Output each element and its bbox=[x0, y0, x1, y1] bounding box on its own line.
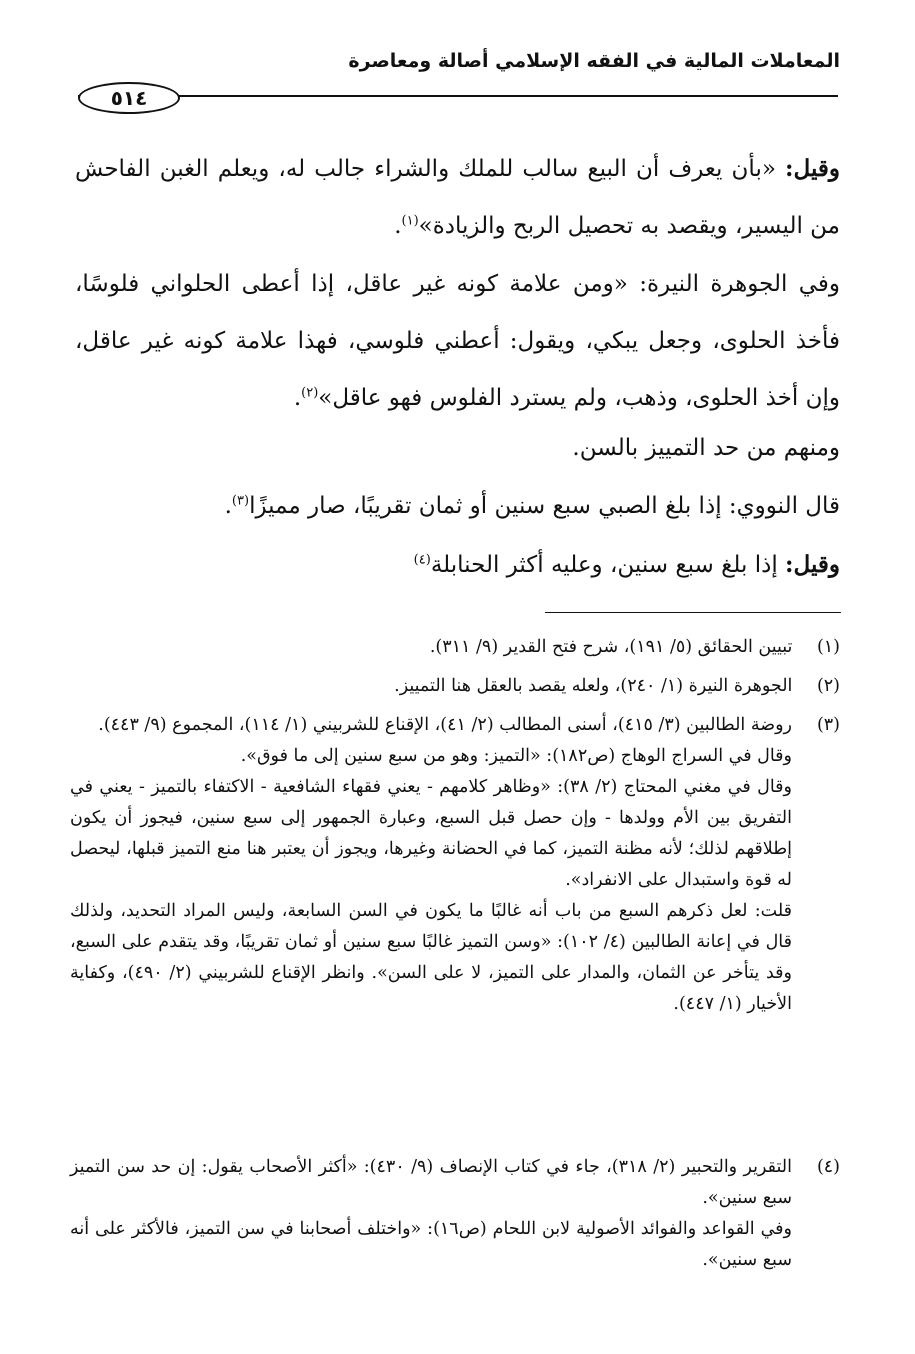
footnote-3-note-siraj: وقال في السراج الوهاج (ص١٨٢): «التميز: وهو من سبع سنين إلى ما فوق». bbox=[240, 746, 792, 766]
footnote-3-note-mughni: وقال في مغني المحتاج (٢/ ٣٨): «وظاهر كلامهم - يعني فقهاء الشافعية - الاكتفاء بالتميز - يعني في التفريق بين الأم وولدها - وإن حصل قبل السبع، وعبارة الجمهور إلى سبع سنين، فيجوز أن يكون إطلاقهم لذلك؛ لأنه مظنة التميز، كما في الحضانة وغيرها، ويجوز أن يعتبر هنا منع التميز قبلها، ليحصل له قوة واستبدال على الانفراد». bbox=[70, 777, 792, 890]
running-header-title: المعاملات المالية في الفقه الإسلامي أصالة ومعاصرة bbox=[348, 50, 840, 72]
footnote-4-text: التقرير والتحبير (٢/ ٣١٨)، جاء في كتاب الإنصاف (٩/ ٤٣٠): «أكثر الأصحاب يقول: إن حد سن التميز سبع سنين». bbox=[70, 1157, 792, 1208]
footnote-2-text: الجوهرة النيرة (١/ ٢٤٠)، ولعله يقصد بالعقل هنا التمييز. bbox=[394, 676, 793, 696]
header-rule bbox=[78, 95, 838, 97]
footnote-separator bbox=[545, 612, 841, 613]
footnote-2-number: (٢) bbox=[816, 676, 840, 696]
paragraph-1-text: «بأن يعرف أن البيع سالب للملك والشراء جالب له، ويعلم الغبن الفاحش من اليسير، ويقصد به تحصيل الربح والزيادة» bbox=[75, 156, 840, 239]
paragraph-2-end: . bbox=[293, 385, 302, 411]
paragraph-1-end: . bbox=[394, 213, 402, 239]
footnote-ref-3[interactable]: (٣) bbox=[231, 493, 250, 509]
footnote-3-number: (٣) bbox=[816, 715, 840, 735]
paragraph-1-lead: وقيل: bbox=[785, 155, 840, 182]
footnote-2 bbox=[70, 671, 840, 702]
footnote-1-text: تبيين الحقائق (٥/ ١٩١)، شرح فتح القدير (٩/ ٣١١). bbox=[429, 637, 793, 657]
footnote-ref-2[interactable]: (٢) bbox=[301, 385, 319, 401]
page-number: ٥١٤ bbox=[78, 82, 180, 114]
paragraph-3: ومنهم من حد التمييز بالسن. bbox=[572, 435, 840, 461]
footnote-4-note-qawaid: وفي القواعد والفوائد الأصولية لابن اللحام (ص١٦): «واختلف أصحابنا في سن التميز، فالأكثر على أنه سبع سنين». bbox=[70, 1219, 792, 1270]
footnote-3 bbox=[70, 710, 840, 1020]
footnote-4-number: (٤) bbox=[816, 1157, 840, 1177]
paragraph-5-text: إذا بلغ سبع سنين، وعليه أكثر الحنابلة bbox=[430, 552, 786, 578]
paragraph-4-end: . bbox=[224, 493, 232, 519]
footnote-ref-1[interactable]: (١) bbox=[401, 213, 419, 229]
footnote-3-note-comment: قلت: لعل ذكرهم السبع من باب أنه غالبًا ما يكون في السن السابعة، وليس المراد التحديد، ولذلك قال في إعانة الطالبين (٤/ ١٠٢): «وسن التميز غالبًا سبع سنين أو ثمان تقريبًا، وقد يتقدم على السبع، وقد يتأخر عن الثمان، والمدار على التميز، لا على السن». وانظر الإقناع للشربيني (٢/ ٤٩٠)، وكفاية الأخيار (١/ ٤٤٧). bbox=[70, 901, 792, 1014]
paragraph-1 bbox=[75, 140, 840, 255]
footnote-1-number: (١) bbox=[816, 637, 840, 657]
paragraph-2-text: وفي الجوهرة النيرة: «ومن علامة كونه غير عاقل، إذا أعطى الحلواني فلوسًا، فأخذ الحلوى، وجعل يبكي، ويقول: أعطني فلوسي، فهذا علامة كونه غير عاقل، وإن أخذ الحلوى، وذهب، ولم يسترد الفلوس فهو عاقل» bbox=[75, 271, 840, 411]
paragraph-4 bbox=[75, 478, 840, 535]
footnote-1 bbox=[70, 632, 840, 663]
paragraph-4-text: قال النووي: إذا بلغ الصبي سبع سنين أو ثمان تقريبًا، صار مميزًا bbox=[249, 493, 840, 519]
paragraph-2 bbox=[75, 256, 840, 427]
paragraph-5 bbox=[75, 536, 840, 594]
footnote-4 bbox=[70, 1152, 840, 1276]
paragraph-5-lead: وقيل: bbox=[785, 551, 840, 578]
footnote-3-text: روضة الطالبين (٣/ ٤١٥)، أسنى المطالب (٢/ ٤١)، الإقناع للشربيني (١/ ١١٤)، المجموع (٩/ ٤٤٣). bbox=[98, 715, 792, 735]
footnote-ref-4[interactable]: (٤) bbox=[413, 552, 431, 568]
